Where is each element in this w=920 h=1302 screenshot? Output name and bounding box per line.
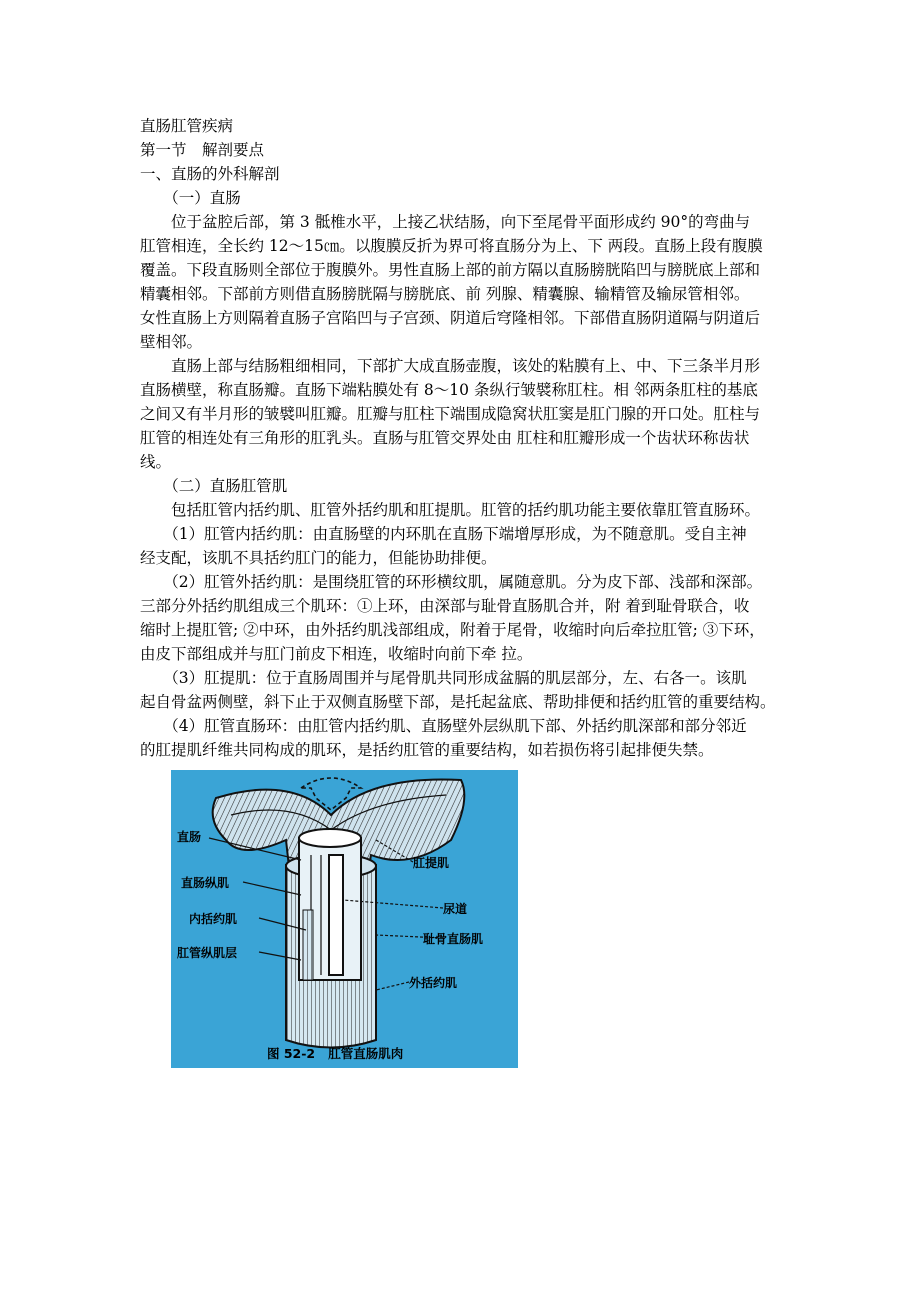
label-longitudinal: 直肠纵肌 (181, 876, 230, 890)
text-line: （1）肛管内括约肌：由直肠壁的内环肌在直肠下端增厚形成，为不随意肌。受自主神 (140, 525, 747, 543)
label-puborectalis: 耻骨直肠肌 (423, 932, 484, 946)
label-rectum: 直肠 (177, 830, 202, 844)
label-levator: 肛提肌 (413, 856, 450, 870)
label-internal-sphincter: 内括约肌 (189, 912, 238, 926)
section-heading: 第一节 解剖要点 (140, 141, 265, 159)
sub-heading-rectum: （一）直肠 (140, 189, 241, 207)
label-anal-longitudinal: 肛管纵肌层 (177, 946, 238, 960)
text-line: 包括肛管内括约肌、肛管外括约肌和肛提肌。肛管的括约肌功能主要依靠肛管直肠环。 (140, 501, 761, 519)
text-line: 直肠横壁，称直肠瓣。直肠下端粘膜处有 8～10 条纵行皱襞称肛柱。相 邻两条肛柱的基底 (140, 381, 758, 399)
subsection-heading: 一、直肠的外科解剖 (140, 165, 280, 183)
figure-caption: 图 52-2 肛管直肠肌肉 (267, 1046, 404, 1061)
sub-heading-muscles: （二）直肠肛管肌 (140, 477, 288, 495)
text-line: （4）肛管直肠环：由肛管内括约肌、直肠壁外层纵肌下部、外括约肌深部和部分邻近 (140, 717, 747, 735)
text-line: （2）肛管外括约肌：是围绕肛管的环形横纹肌，属随意肌。分为皮下部、浅部和深部。 (140, 573, 763, 591)
label-external-sphincter: 外括约肌 (409, 976, 458, 990)
text-line: 之间又有半月形的皱襞叫肛瓣。肛瓣与肛柱下端围成隐窝状肛窦是肛门腺的开口处。肛柱与 (140, 405, 761, 423)
text-line: 线。 (140, 453, 172, 471)
text-line: （3）肛提肌：位于直肠周围并与尾骨肌共同形成盆膈的肌层部分，左、右各一。该肌 (140, 669, 747, 687)
text-line: 的肛提肌纤维共同构成的肌环，是括约肛管的重要结构，如若损伤将引起排便失禁。 (140, 741, 714, 759)
text-line: 缩时上提肛管; ②中环，由外括约肌浅部组成，附着于尾骨，收缩时向后牵拉肛管; ③下环， (140, 621, 765, 639)
doc-title: 直肠肛管疾病 (140, 117, 234, 135)
text-line: 经支配，该肌不具括约肛门的能力，但能协助排便。 (140, 549, 497, 567)
anatomy-figure (171, 770, 518, 1068)
text-line: 覆盖。下段直肠则全部位于腹膜外。男性直肠上部的前方隔以直肠膀胱陷凹与膀胱底上部和 (140, 261, 761, 279)
label-urethra: 尿道 (443, 902, 468, 916)
text-line: 由皮下部组成并与肛门前皮下相连，收缩时向前下牵 拉。 (140, 645, 533, 663)
text-line: 起自骨盆两侧壁，斜下止于双侧直肠壁下部，是托起盆底、帮助排便和括约肛管的重要结构。 (140, 693, 776, 711)
text-line: 肛管的相连处有三角形的肛乳头。直肠与肛管交界处由 肛柱和肛瓣形成一个齿状环称齿状 (140, 429, 750, 447)
text-line: 女性直肠上方则隔着直肠子宫陷凹与子宫颈、阴道后穹隆相邻。下部借直肠阴道隔与阴道后 (140, 309, 761, 327)
text-line: 精囊相邻。下部前方则借直肠膀胱隔与膀胱底、前 列腺、精囊腺、输精管及输尿管相邻。 (140, 285, 750, 303)
text-line: 壁相邻。 (140, 333, 203, 351)
text-line: 直肠上部与结肠粗细相同，下部扩大成直肠壶腹，该处的粘膜有上、中、下三条半月形 (140, 357, 761, 375)
text-line: 肛管相连，全长约 12～15㎝。以腹膜反折为界可将直肠分为上、下 两段。直肠上段有腹膜 (140, 237, 763, 255)
text-line: 位于盆腔后部，第 3 骶椎水平，上接乙状结肠，向下至尾骨平面形成约 90°的弯曲与 (140, 213, 751, 231)
text-line: 三部分外括约肌组成三个肌环：①上环，由深部与耻骨直肠肌合并，附 着到耻骨联合，收 (140, 597, 750, 615)
